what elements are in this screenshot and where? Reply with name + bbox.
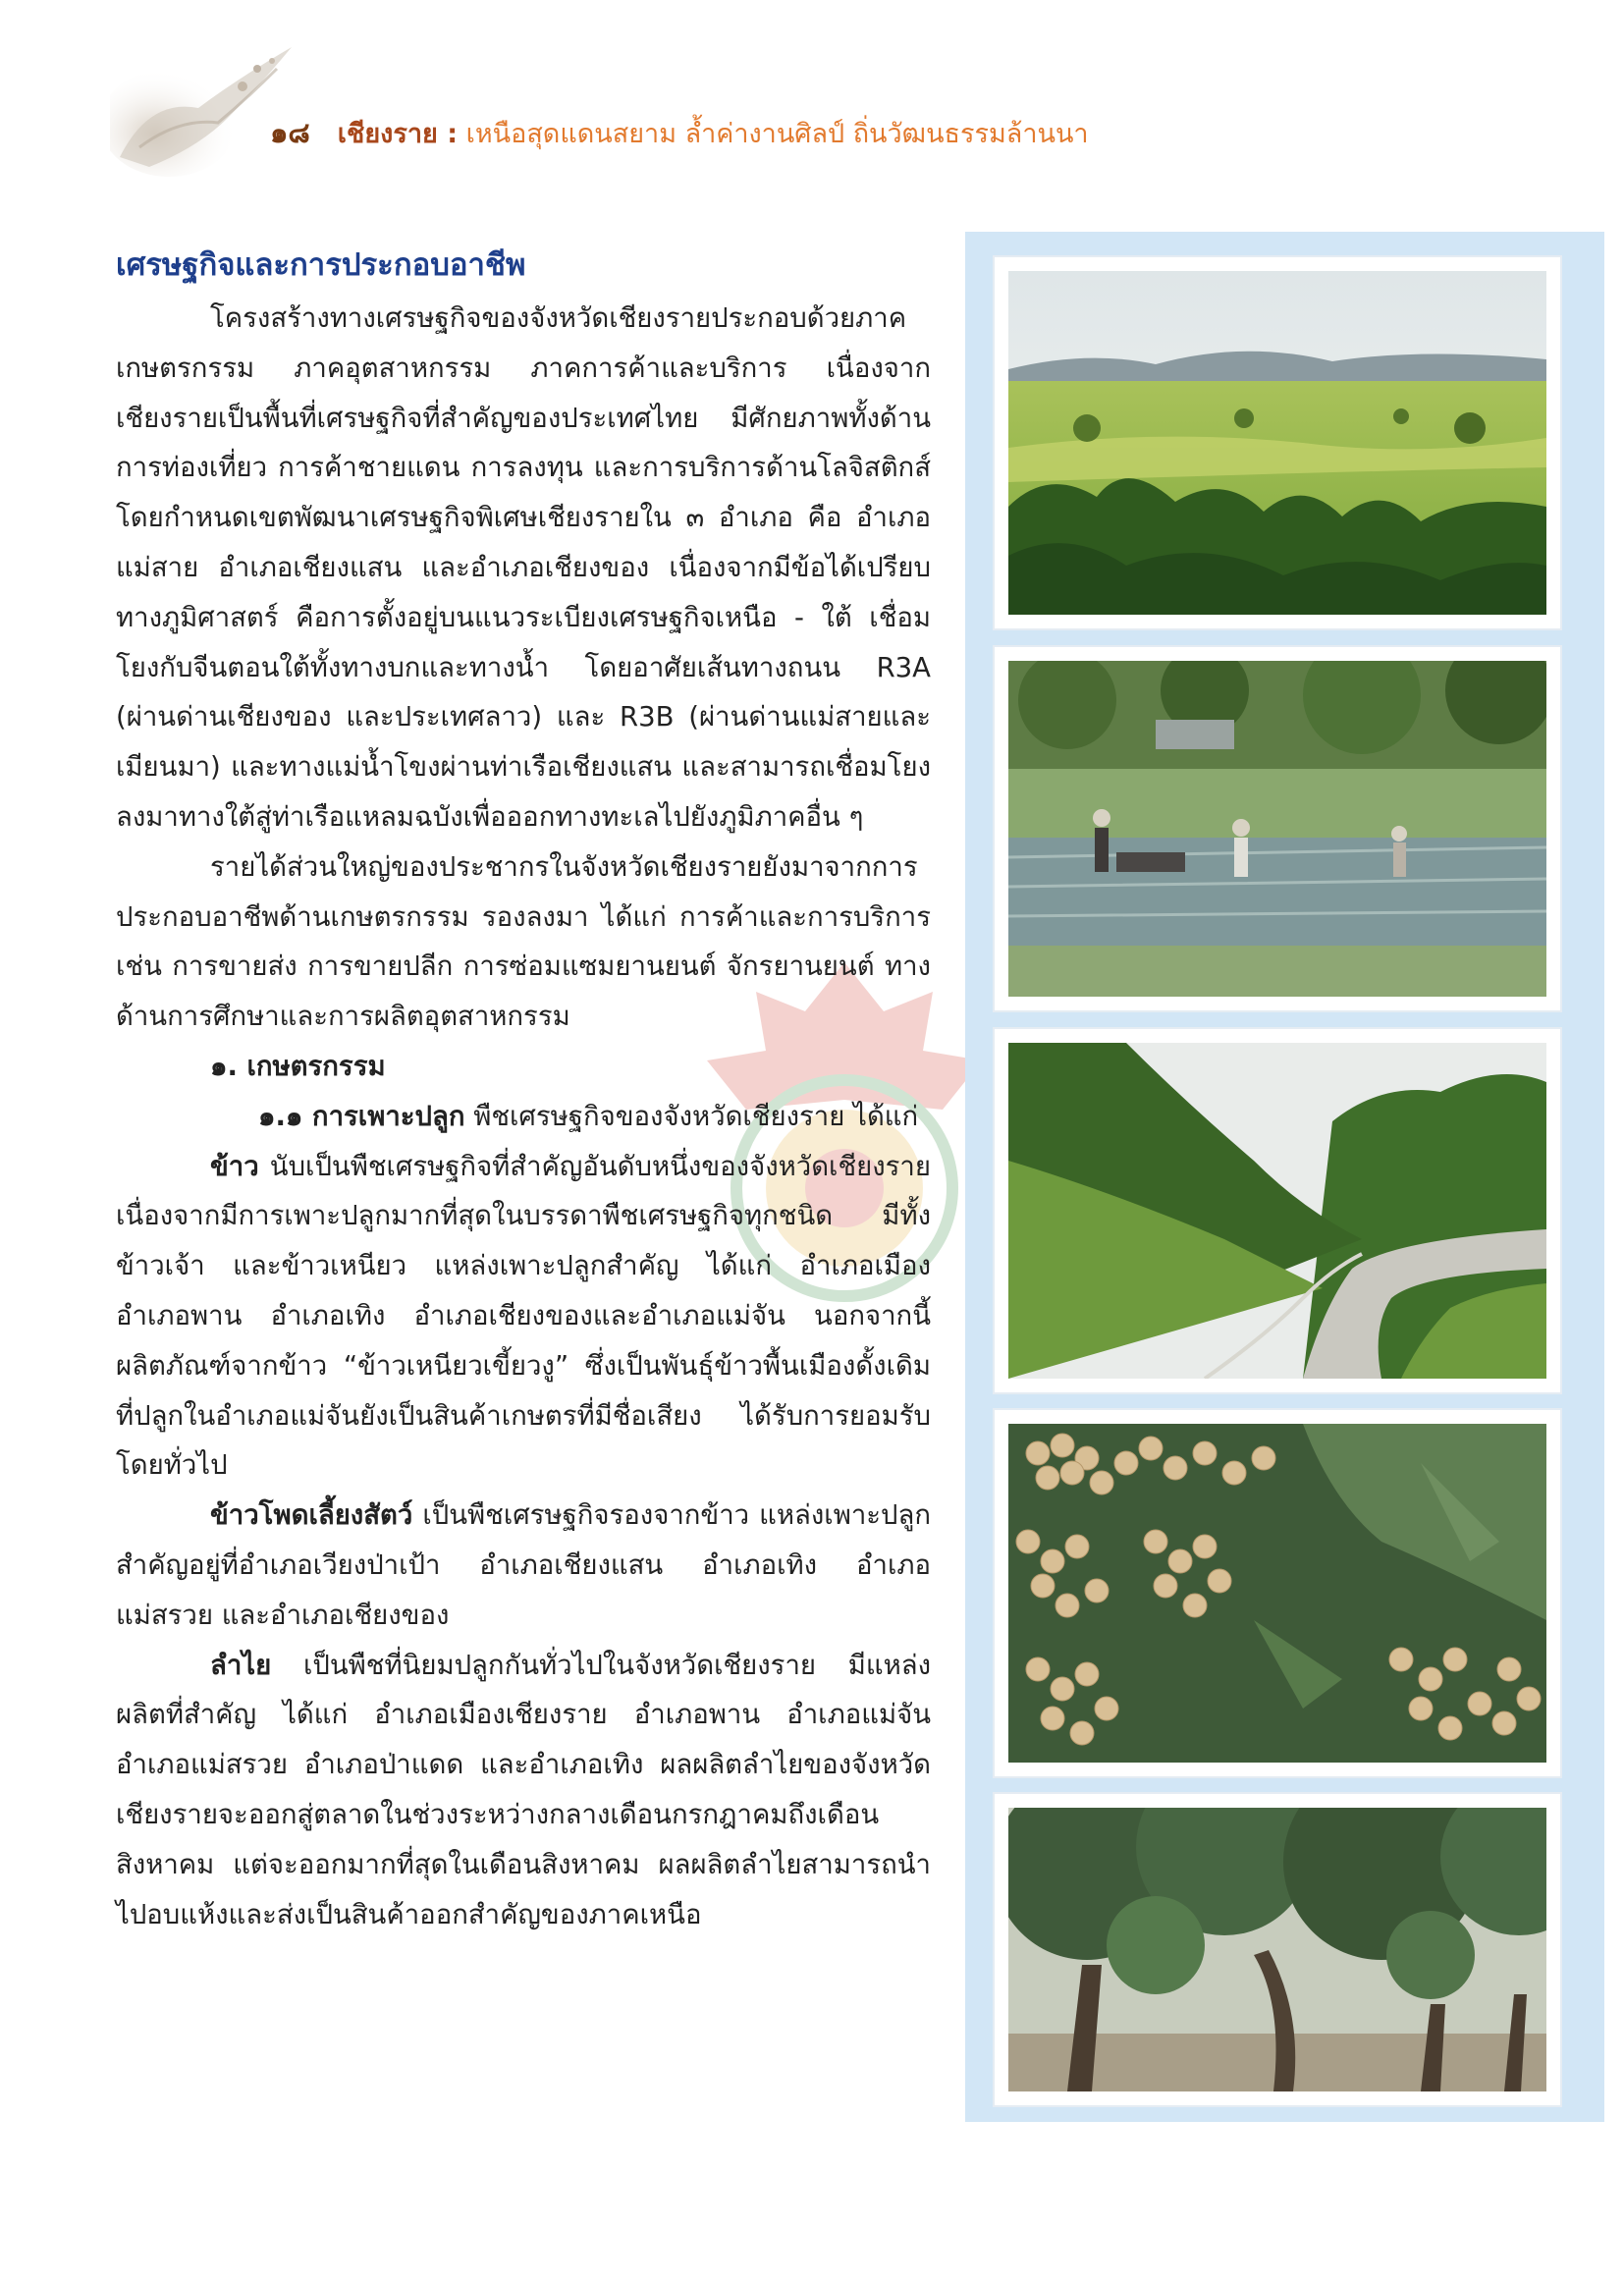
corn-lead: ข้าวโพดเลี้ยงสัตว์ bbox=[210, 1499, 413, 1532]
book-title: เชียงราย : bbox=[337, 118, 459, 149]
paragraph-rice bbox=[116, 1142, 931, 1492]
paragraph-economic-structure: โครงสร้างทางเศรษฐกิจของจังหวัดเชียงรายประกอบด้วยภาคเกษตรกรรม ภาคอุตสาหกรรม ภาคการค้าและบริการ เนื่องจากเชียงรายเป็นพื้นที่เศรษฐกิจที่สำคัญของประเทศไทย มีศักยภาพทั้งด้านการท่องเที่ยว การค้าชายแดน การลงทุน และการบริการด้านโลจิสติกส์ โดยกำหนดเขตพัฒนาเศรษฐกิจพิเศษเชียงรายใน ๓ อำเภอ คือ อำเภอแม่สาย อำเภอเชียงแสน และอำเภอเชียงของ เนื่องจากมีข้อได้เปรียบทางภูมิศาสตร์ คือการตั้งอยู่บนแนวระเบียงเศรษฐกิจเหนือ - ใต้ เชื่อมโยงกับจีนตอนใต้ทั้งทางบกและทางน้ำ โดยอาศัยเส้นทางถนน R3A (ผ่านด่านเชียงของ และประเทศลาว) และ R3B (ผ่านด่านแม่สายและเมียนมา) และทางแม่น้ำโขงผ่านท่าเรือเชียงแสน และสามารถเชื่อมโยงลงมาทางใต้สู่ท่าเรือแหลมฉบังเพื่อออกทางทะเลไปยังภูมิภาคอื่น ๆ bbox=[116, 302, 931, 833]
rice-lead: ข้าว bbox=[210, 1150, 259, 1182]
rice-plowing-photo bbox=[995, 647, 1560, 1010]
running-header bbox=[270, 108, 1089, 157]
subheading-cultivation-text: พืชเศรษฐกิจของจังหวัดเชียงราย ได้แก่ bbox=[464, 1100, 919, 1132]
rice-text: นับเป็นพืชเศรษฐกิจที่สำคัญอันดับหนึ่งของจังหวัดเชียงราย เนื่องจากมีการเพาะปลูกมากที่สุดในบรรดาพืชเศรษฐกิจทุกชนิด มีทั้งข้าวเจ้า และข้าวเหนียว แหล่งเพาะปลูกสำคัญ ได้แก่ อำเภอเมือง อำเภอพาน อำเภอเทิง อำเภอเชียงของและอำเภอแม่จัน นอกจากนี้ ผลิตภัณฑ์จากข้าว “ข้าวเหนียวเขี้ยวงู” ซึ่งเป็นพันธุ์ข้าวพื้นเมืองดั้งเดิมที่ปลูกในอำเภอแม่จันยังเป็นสินค้าเกษตรที่มีชื่อเสียง ได้รับการยอมรับโดยทั่วไป bbox=[116, 1150, 931, 1482]
longan-fruit-photo bbox=[995, 1410, 1560, 1776]
corn-text: เป็นพืชเศรษฐกิจรองจากข้าว แหล่งเพาะปลูกสำคัญอยู่ที่อำเภอเวียงป่าเป้า อำเภอเชียงแสน อำเภอเทิง อำเภอแม่สรวย และอำเภอเชียงของ bbox=[116, 1499, 931, 1631]
longan-orchard-photo bbox=[995, 1794, 1560, 2105]
longan-text: เป็นพืชที่นิยมปลูกกันทั่วไปในจังหวัดเชียงราย มีแหล่งผลิตที่สำคัญ ได้แก่ อำเภอเมืองเชียงราย อำเภอพาน อำเภอแม่จัน อำเภอแม่สรวย อำเภอป่าแดด และอำเภอเทิง ผลผลิตลำไยของจังหวัดเชียงรายจะออกสู่ตลาดในช่วงระหว่างกลางเดือนกรกฎาคมถึงเดือนสิงหาคม แต่จะออกมากที่สุดในเดือนสิงหาคม ผลผลิตลำไยสามารถนำไปอบแห้งและส่งเป็นสินค้าออกสำคัญของภาคเหนือ bbox=[116, 1649, 931, 1930]
book-subtitle: เหนือสุดแดนสยาม ล้ำค่างานศิลป์ ถิ่นวัฒนธรรมล้านนา bbox=[465, 118, 1089, 149]
paddy-landscape-photo bbox=[995, 257, 1560, 628]
subheading-cultivation-title: ๑.๑ การเพาะปลูก bbox=[258, 1100, 465, 1132]
paragraph-income: รายได้ส่วนใหญ่ของประชากรในจังหวัดเชียงรายยังมาจากการประกอบอาชีพด้านเกษตรกรรม รองลงมา ได้แก่ การค้าและการบริการ เช่น การขายส่ง การขายปลีก การซ่อมแซมยานยนต์ จักรยานยนต์ ทางด้านการศึกษาและการผลิตอุตสาหกรรม bbox=[116, 850, 931, 1033]
photo-panel bbox=[965, 232, 1604, 2122]
subheading-cultivation bbox=[116, 1092, 931, 1142]
subheading-agriculture bbox=[116, 1042, 931, 1092]
mountain-road-photo bbox=[995, 1029, 1560, 1392]
paragraph-corn bbox=[116, 1491, 931, 1640]
article-body bbox=[116, 241, 931, 1939]
section-title: เศรษฐกิจและการประกอบอาชีพ bbox=[116, 247, 526, 283]
page-number: ๑๘ bbox=[270, 116, 310, 149]
paragraph-longan bbox=[116, 1641, 931, 1940]
subheading-agriculture-text: ๑. เกษตรกรรม bbox=[210, 1050, 386, 1082]
longan-lead: ลำไย bbox=[210, 1649, 272, 1681]
